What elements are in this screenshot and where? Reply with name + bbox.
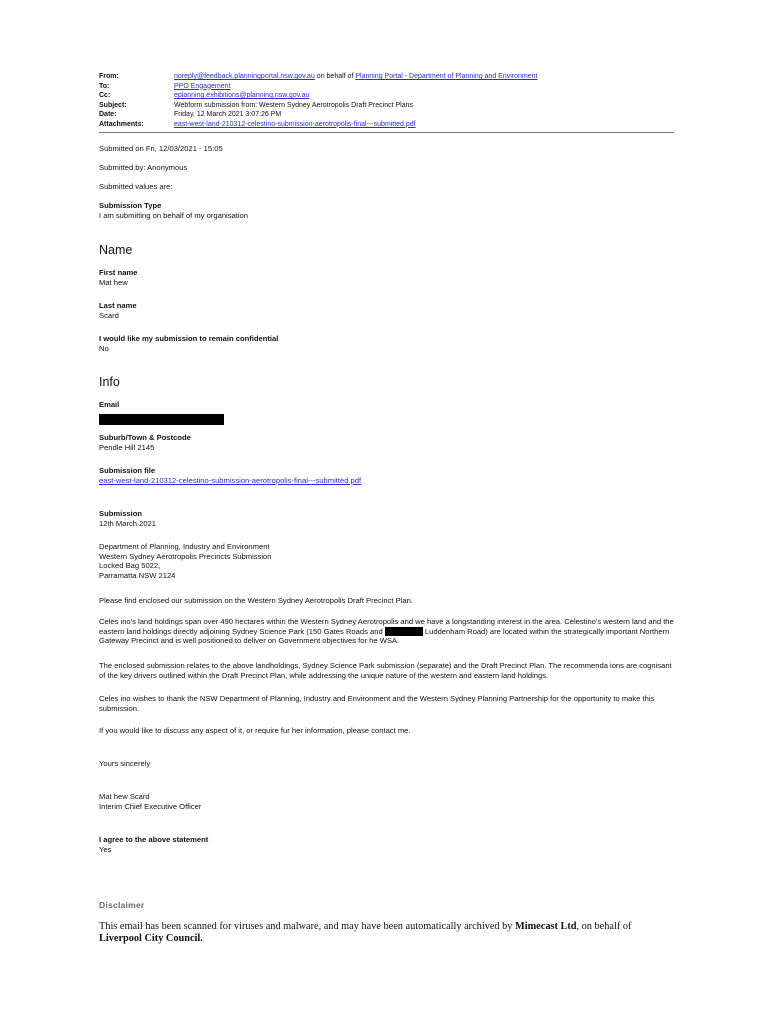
submission-label: Submission <box>99 509 143 518</box>
signature-name: Mat hew Scard <box>99 792 150 801</box>
paragraph-2 <box>99 617 674 646</box>
disclaimer-text <box>99 921 674 945</box>
address-line: Parramatta NSW 2124 <box>99 570 176 580</box>
confidential-field <box>99 334 674 353</box>
from-name-link[interactable]: Planning Portal - Department of Planning and Environment <box>355 73 538 80</box>
first-name-field <box>99 268 674 287</box>
submission-field <box>99 509 674 528</box>
subject-value: Webform submission from: Western Sydney Aerotropolis Draft Precinct Plans <box>174 101 413 109</box>
last-name-label: Last name <box>99 301 137 310</box>
email-label: Email <box>99 400 120 409</box>
closing: Yours sincerely <box>99 759 151 768</box>
submission-file-link[interactable]: east-west-land-210312-celestino-submission-aerotropolis-final---submitted.pdf <box>99 475 362 485</box>
address-line: Locked Bag 5022, <box>99 561 161 571</box>
email-redaction <box>99 414 224 425</box>
from-label: From: <box>99 73 119 80</box>
cc-label: Cc: <box>99 92 111 99</box>
date-value: Friday, 12 March 2021 3:07:26 PM <box>174 111 282 118</box>
header-divider <box>99 132 674 133</box>
email-field <box>99 400 674 429</box>
submission-file-label: Submission file <box>99 466 156 475</box>
agree-field <box>99 835 674 854</box>
address-line: Western Sydney Aerotropolis Precincts Submission <box>99 551 272 561</box>
to-label: To: <box>99 82 110 90</box>
submitted-by: Submitted by: Anonymous <box>99 163 188 172</box>
attachments-label: Attachments: <box>99 120 144 128</box>
suburb-label: Suburb/Town & Postcode <box>99 433 191 442</box>
disclaimer-text-b: , on behalf of <box>576 921 632 932</box>
submitted-on: Submitted on Fri, 12/03/2021 - 15:05 <box>99 144 223 153</box>
email-header <box>99 72 674 133</box>
submission-type-value: I am submitting on behalf of my organisation <box>99 210 249 220</box>
from-middle-text: on behalf of <box>314 73 356 80</box>
agree-label: I agree to the above statement <box>99 835 209 844</box>
paragraph-4: Celes ino wishes to thank the NSW Department of Planning, Industry and Environment and the Western Sydney Planning Partnership for the opportunity to make this submission. <box>99 694 655 713</box>
paragraph-2-part-a: Celes ino's land holdings span over 490 hectares within the Western Sydney Aerotropolis and we have a longstanding interest in the area. Celestino's western land and the eastern land holdings directly adjoining Sydney Science Park (150 Gates Roads and <box>99 617 674 636</box>
confidential-value: No <box>99 343 109 353</box>
address-redaction <box>385 627 423 636</box>
disclaimer-company: Mimecast Ltd <box>515 921 577 932</box>
submission-type-field <box>99 201 674 220</box>
signature-block <box>99 792 674 811</box>
first-name-label: First name <box>99 268 138 277</box>
address-block <box>99 542 674 580</box>
from-address-link[interactable]: noreply@feedback.planningportal.nsw.gov.au <box>174 73 315 80</box>
paragraph-1: Please find enclosed our submission on the Western Sydney Aerotropolis Draft Precinct Plan. <box>99 596 413 605</box>
subject-label: Subject: <box>99 101 127 109</box>
from-value <box>174 72 674 82</box>
submission-file-field <box>99 466 674 485</box>
address-line: Department of Planning, Industry and Environment <box>99 542 270 551</box>
signature-title: Interim Chief Executive Officer <box>99 801 202 811</box>
confidential-label: I would like my submission to remain confidential <box>99 334 279 343</box>
date-label: Date: <box>99 111 117 118</box>
submission-type-label: Submission Type <box>99 201 162 210</box>
last-name-value: Scard <box>99 310 119 320</box>
disclaimer-text-a: This email has been scanned for viruses and malware, and may have been automatically archived by <box>99 921 516 932</box>
attachment-link[interactable]: east-west-land-210312-celestino-submission-aerotropolis-final---submitted.pdf <box>174 120 416 128</box>
paragraph-2-part-b: Luddenham Road) are located within the strategically important Northern Gateway Precinct and is well positioned to deliver on Government objectives for he WSA. <box>99 626 670 646</box>
last-name-field <box>99 301 674 320</box>
name-heading: Name <box>99 243 133 257</box>
suburb-field <box>99 433 674 452</box>
submitted-values: Submitted values are: <box>99 182 173 191</box>
cc-link[interactable]: eplanning.exhibitions@planning.nsw.gov.au <box>174 92 310 99</box>
submission-date: 12th March 2021 <box>99 518 156 528</box>
disclaimer-heading: Disclaimer <box>99 900 145 910</box>
first-name-value: Mat hew <box>99 277 128 287</box>
to-link[interactable]: PPO Engagement <box>174 82 231 90</box>
disclaimer-council: Liverpool City Council. <box>99 933 203 944</box>
agree-value: Yes <box>99 844 112 854</box>
paragraph-3: The enclosed submission relates to the above landholdings, Sydney Science Park submission (separate) and the Draft Precinct Plan. The recommenda ions are cognisant of the key drivers outlined within the Draft Precinct Plan, while addressing the unique nature of the western and eastern land holdings. <box>99 661 672 680</box>
paragraph-5: If you would like to discuss any aspect of it, or require fur her information, please contact me. <box>99 726 411 735</box>
suburb-value: Pendle Hill 2145 <box>99 442 155 452</box>
info-heading: Info <box>99 375 120 389</box>
